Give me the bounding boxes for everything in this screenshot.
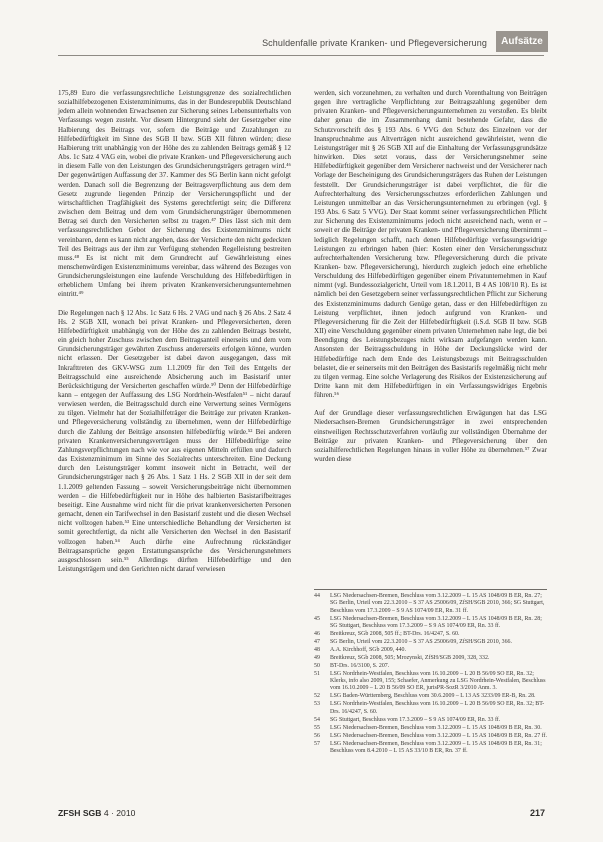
footnote (314, 655, 547, 662)
footnote (314, 647, 547, 654)
footnote-text: SG Berlin, Urteil vom 22.3.2010 – S 37 AS 25006/09, ZfSH/SGB 2010, 366. (330, 638, 512, 645)
journal-name: ZFSH SGB (58, 808, 102, 818)
body-paragraph: werden, sich vorzunehmen, zu verhalten und durch Vorenthaltung von Beiträgen gegen ihre vertragliche Verpflichtung zur Beitragszahlung gegenüber dem privaten Kranken- und Pflegeversicherungsunternehmen zu verstoßen. Es bleibt daher genau die im Zusammenhang damit bestehende Gefahr, dass die Schutzvorschrift des § 193 Abs. 6 VVG den Schutz des Einzelnen vor der Inanspruchnahme aus Altverträgen nicht ausreichend gewährleistet, wenn die Leistungsträger mit § 26 SGB XII auf die Einhaltung der Verfassungsgrundsätze hinwirken. Dies setzt voraus, dass der Versicherungsnehmer seine Hilfebedürftigkeit gegenüber dem Versicherer nachweist und der Versicherer nach Vorlage der Bescheinigung des Grundsicherungsträgers das Ruhen der Leistungen feststellt. Der Grundsicherungsträger ist dabei verpflichtet, die für die Aufrechterhaltung des Versicherungsschutzes erforderlichen Zahlungen und Leistungen unmittelbar an das Versicherungsunternehmen zu erbringen (vgl. § 193 Abs. 6 Satz 5 VVG). Der Staat kommt seiner verfassungsrechtlichen Pflicht zur Sicherung des Existenzminimums jedoch nicht ausreichend nach, wenn er – soweit er die Beiträge der privaten Kranken- und Pflegeversicherung übernimmt – lediglich Regelungen schafft, nach denen Hilfebedürftige verfassungswidrige Leistungen zu erbringen haben (hier: Kosten einer den Versicherungsschutz aufrechterhaltenden Versicherung bzw. Pflegeversicherung durch die private Kranken- bzw. Pflegeversicherung), hierdurch zugleich jedoch eine erhebliche Verschuldung des Hilfebedürftigen gegenüber einem Privatunternehmen in Kauf nimmt (vgl. Bundessozialgericht, Urteil vom 18.1.2011, B 4 AS 108/10 R). Es ist nämlich bei den Gesetzgebern seiner verfassungsrechtlichen Pflicht zur Sicherung des Existenzminimums dadurch Genüge getan, dass er den Hilfebedürftigen zu Leistung verpflichtet, ihnen jedoch aufgrund von Kranken- und Pflegeversicherung für die Zeit der Hilfebedürftigkeit (i.S.d. SGB II bzw. SGB XII) eine Verschuldung gegenüber einem privaten Unternehmen nahe legt, die bei Beendigung des Leistungsbezuges nicht wirksam aufgefangen werden kann. Ansonsten der Beitragsschuldung in Höhe der Deckungslücke wird der Hilfebedürftige nach dem Ende des Leistungsbezugs mit Beitragsschulden belastet, die er seinerseits mit den Beiträgen des Basistarifs regelmäßig nicht mehr zu tilgen vermag. Eine solche Verlagerung des Risikos der Existenzsicherung auf Dritte kann mit dem Hilfebedürftigen in ein Verfassungswidriges Ergebnis führen.⁵⁶ (314, 89, 547, 400)
header-rule (58, 55, 544, 56)
footnote-number: 52 (314, 693, 320, 700)
footnote (314, 671, 547, 693)
footnote-number: 53 (314, 701, 320, 708)
footnote (314, 631, 547, 638)
footnote-text: Breitkreuz, SGb 2008, 505; Mrozynski, ZfSH/SGB 2009, 328, 332. (330, 654, 490, 661)
footnote-text: LSG Niedersachsen-Bremen, Beschluss vom 3.12.2009 – L 15 AS 1048/09 B ER, Rn. 27 ff. (330, 732, 547, 739)
footnote-number: 46 (314, 630, 320, 637)
footnote-number: 49 (314, 654, 320, 661)
body-paragraph: Auf der Grundlage dieser verfassungsrechtlichen Erwägungen hat das LSG Niedersachsen-Bremen Grundsicherungsträger in zwei entsprechenden einstweiligen Rechtsschutzverfahren vorläufig zur vollständigen Übernahme der Beiträge zur privaten Kranken- und Pflegeversicherung über den sozialhilferechtlichen Regelungen hinaus in voller Höhe zu übernehmen.⁵⁷ Zwar wurden diese (314, 409, 547, 464)
footnote-text: LSG Niedersachsen-Bremen, Beschluss vom 3.12.2009 – L 15 AS 1048/09 B ER, Rn. 30. (330, 724, 542, 731)
footnote (314, 701, 547, 716)
footnote-text: LSG Baden-Württemberg, Beschluss vom 30.6.2009 – L 13 AS 3233/09 ER-B, Rn. 28. (330, 693, 536, 700)
footnote-number: 50 (314, 662, 320, 669)
footnote (314, 663, 547, 670)
footnote-text: Breitkreuz, SGb 2008, 505 ff.; BT-Drs. 16/4247, S. 60. (330, 630, 460, 637)
footnote-text: SG Stuttgart, Beschluss vom 17.3.2009 – S 9 AS 1074/09 ER, Rn. 33 ff. (330, 716, 501, 723)
body-paragraph: 175,89 Euro die verfassungsrechtliche Leistungsgrenze des sozialrechtlichen sozialhilfebezogenen Existenzminimums, das in der Bundesrepublik Deutschland jedem allein wohnenden Erwachsenen zur Sicherung seines Lebensunterhalts von Verfassungs wegen zusteht. Vor diesem Hintergrund sieht der Gesetzgeber eine Halbierung des Beitrags vor, sofern die Beiträge und Zuzahlungen zu Hilfebedürftigkeit im Sinne des SGB II bzw. SGB XII führen würden; diese Halbierung tritt unabhängig von der Höhe des zu zahlenden Beitrags gemäß § 12 Abs. 1c Satz 4 VAG ein, wobei die private Kranken- und Pflegeversicherung auch in diesem Falle von den Leistungen des Grundsicherungsträgers getragen wird.⁴⁶ Der gegenwärtigen Auffassung der 37. Kammer des SG Berlin kann nicht gefolgt werden. Danach soll die Begrenzung der Beitragsverpflichtung aus dem dem Gesetz zugrunde liegenden Prinzip der Versicherungspflicht und der wirtschaftlichen Tragfähigkeit des Systems gerechtfertigt sein; die Differenz zwischen dem Beitrag und dem vom Grundsicherungsträger übernommenen Betrag sei durch den Versicherten selbst zu tragen.⁴⁷ Dies lässt sich mit dem verfassungsrechtlichen Gebot der Sicherung des Existenzminimums nicht vereinbaren, denn es kann nicht angehen, dass der Versicherte den nicht gedeckten Teil des Beitrags aus der ihm zur Verfügung stehenden Regelleistung bestreiten muss.⁴⁸ Es ist nicht mit dem Grundrecht auf Gewährleistung eines menschenwürdigen Existenzminimums vereinbar, dass während des Bezuges von Grundsicherungsleistungen eine laufende Verschuldung des Hilfebedürftigen in erheblichem Umfang bei ihrem privaten Krankenversicherungsunternehmen eintritt.⁴⁹ (58, 89, 291, 299)
footnote (314, 725, 547, 732)
footnote-text: LSG Niedersachsen-Bremen, Beschluss vom 3.12.2009 – L 15 AS 1048/09 B ER, Rn. 28; SG Stuttgart, Beschluss vom 17.3.2009 – S 9 AS 1074/09 ER, Rn. 33 ff. (330, 615, 542, 629)
footnote (314, 639, 547, 646)
footnote (314, 693, 547, 700)
footnotes-section (314, 589, 547, 756)
footnote-number: 55 (314, 724, 320, 731)
footnote-number: 54 (314, 716, 320, 723)
footnote-number: 47 (314, 638, 320, 645)
journal-issue: 4 · 2010 (103, 808, 136, 818)
footnote-number: 44 (314, 593, 320, 599)
footnote (314, 593, 547, 615)
footnote (314, 717, 547, 724)
footnote-text: LSG Niedersachsen-Bremen, Beschluss vom 3.12.2009 – L 15 AS 1048/09 B ER, Rn. 27; SG Berlin, Urteil vom 22.3.2010 – S 37 AS 25006/09, ZfSH/SGB 2010, 366; SG Stuttgart, Beschluss vom 17.3.2009 – S 9 AS 1074/09 ER, Rn. 31 ff. (330, 593, 545, 614)
footnote (314, 733, 547, 740)
running-title: Schuldenfalle private Kranken- und Pflegeversicherung (262, 38, 487, 48)
section-label: Aufsätze (496, 31, 548, 52)
footnote-text: BT-Drs. 16/3100, S. 207. (330, 662, 390, 669)
footnote-text: LSG Nordrhein-Westfalen, Beschluss vom 16.10.2009 – L 20 B 56/09 SO ER, Rn. 32; BT-Drs. 16/4247, S. 60. (330, 701, 545, 715)
footnote (314, 616, 547, 631)
footnote-text: LSG Niedersachsen-Bremen, Beschluss vom 3.12.2009 – L 15 AS 1048/09 B ER, Rn. 31; Beschluss vom 8.4.2010 – L 15 AS 33/10 B ER, Rn. 37 ff. (330, 740, 542, 754)
right-column (314, 89, 547, 464)
footnote-number: 56 (314, 732, 320, 739)
left-column (58, 89, 291, 574)
footnote-number: 57 (314, 740, 320, 747)
footnote-number: 45 (314, 615, 320, 622)
footnote-text: LSG Nordrhein-Westfalen, Beschluss vom 16.10.2009 – L 20 B 56/09 SO ER, Rn. 32; Klerks, info also 2009, 155; Schaefer, Anmerkung zu LSG Nordrhein-Westfalen, Beschluss vom 16.10.2009 – L 20 B 56/09 SO ER, jurisPR-SozR 3/2010 Anm. 3. (330, 670, 546, 692)
journal-footer (58, 808, 135, 818)
footnote-text: A.A. Kirchhoff, SGb 2009, 440. (330, 646, 406, 653)
footnote-number: 48 (314, 646, 320, 653)
footnote-number: 51 (314, 670, 320, 677)
page-number: 217 (530, 808, 546, 818)
body-paragraph: Die Regelungen nach § 12 Abs. 1c Satz 6 Hs. 2 VAG und nach § 26 Abs. 2 Satz 4 Hs. 2 SGB XII, wonach bei privat Kranken- und Pflegeversicherten, deren Hilfebedürftigkeit unabhängig von der Höhe des zu zahlenden Beitrags besteht, ein gleich hoher Zuschuss zwischen dem Beitragsanteil einerseits und dem vom Grundsicherungsträger gewährten Zuschuss andererseits erfolgen könne, wurden nicht erlassen. Der Gesetzgeber ist dabei davon ausgegangen, dass mit Inkrafttreten des GKV-WSG zum 1.1.2009 für den Teil des Entgelts der Beitragsschuld eine ausreichende Absicherung auch im Basistarif unter Berücksichtigung der Versicherten geschaffen würde.⁵⁰ Denn der Hilfebedürftige kann – entgegen der Auffassung des LSG Nordrhein-Westfalen⁵¹ – nicht darauf verwiesen werden, die Beitragsschuld durch eine Verwertung seines Vermögens zu tilgen. Vielmehr hat der Sozialhilfeträger die Beiträge zur privaten Kranken- und Pflegeversicherung vollständig zu übernehmen, wenn der Hilfebedürftige durch die Zahlung der Beiträge ansonsten hilfebedürftig würde.⁵² Bei anderen privaten Krankenversicherungsverträgen muss der Hilfebedürftige seine Zahlungsverpflichtungen nach wie vor aus eigenen Mitteln erfüllen und dadurch das Existenzminimum im Sinne des Sozialrechts unterschreiten. Eine Deckung durch den Leistungsträger kommt insoweit nicht in Betracht, weil der Grundsicherungsträger nach § 26 Abs. 1 Satz 1 Hs. 2 SGB XII in der seit dem 1.1.2009 geltenden Fassung – soweit Versicherungsbeiträge nicht übernommen werden – die Hilfebedürftigkeit nur in Höhe des halbierten Basistarifbeitrages beseitigt. Eine Ausnahme wird nicht für die privat krankenversicherten Personen gemacht, denen ein Tarifwechsel in den Basistarif zusteht und die diesen Wechsel nicht vollzogen haben.⁵³ Eine unterschiedliche Behandlung der Versicherten ist somit gerechtfertigt, da nicht alle Versicherten den Wechsel in den Basistarif vollzogen haben.⁵⁴ Auch dürfte eine Aufrechnung rückständiger Beitragsansprüche gegen Erstattungsansprüche des Versicherungsnehmers ausgeschlossen sein.⁵⁵ Allerdings dürften Hilfebedürftige und den Leistungsträgern und den Gerichten nicht darauf verwiesen (58, 308, 291, 573)
footnote (314, 741, 547, 756)
